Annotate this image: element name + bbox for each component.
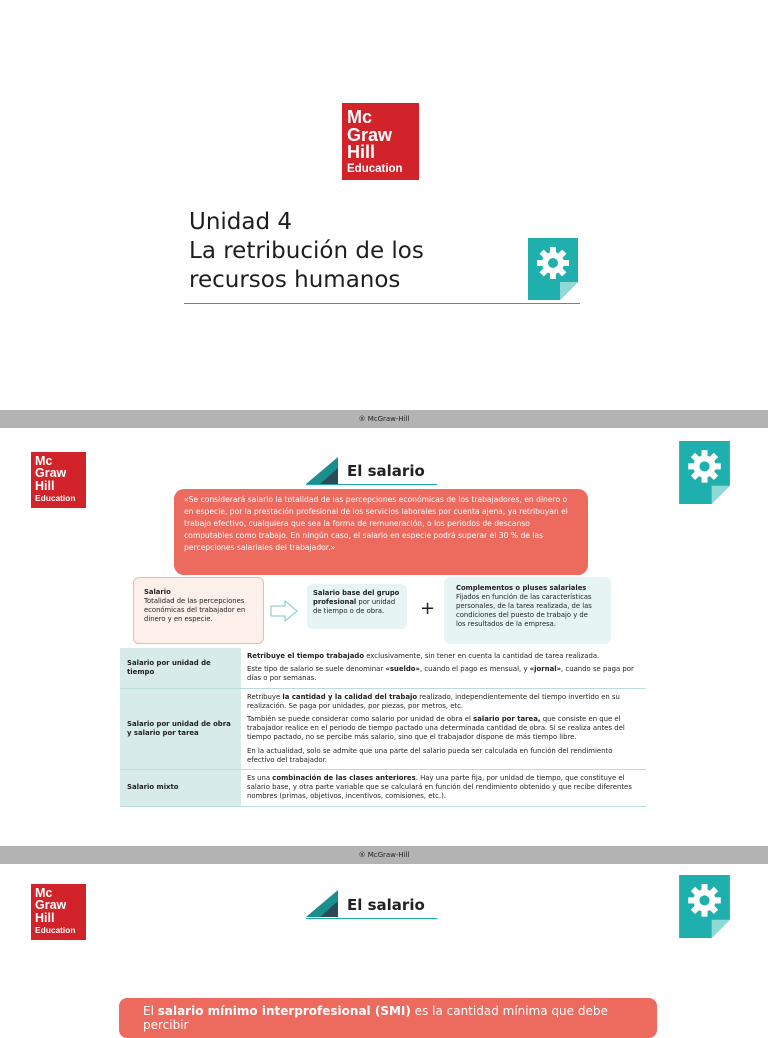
row-key: Salario por unidad de tiempo: [120, 648, 241, 688]
arrow-right-icon: [270, 600, 298, 622]
gear-document-icon: [528, 238, 578, 300]
complementos-box: Complementos o pluses salariales Fijados en función de las características personales, de la tarea realizada, de las condiciones del puesto de trabajo y de los resultados de la empresa.: [444, 577, 611, 644]
footer-bar: [0, 846, 768, 864]
salario-base-box: Salario base del grupo profesional por unidad de tiempo o de obra.: [307, 584, 407, 629]
gear-document-icon: [679, 875, 730, 938]
heading-triangle-icon: [306, 457, 338, 484]
table-row: [120, 688, 646, 769]
heading-underline: [306, 484, 437, 485]
legal-definition-quote: «Se considerará salario la totalidad de las percepciones económicas de los trabajadores, en dinero o en especie, por la prestación profesional de los servicios laborales por cuenta ajena, ya retribuyan el trabajo efectivo, cualquiera que sea la forma de remuneración, o los periodos de descanso computables como trabajo. En ningún caso, el salario en especie podrá superar el 30 % de las percepciones salariales del trabajador.»: [174, 489, 588, 575]
salario-box: Salario Totalidad de las percepciones económicas del trabajador en dinero y en especie.: [133, 577, 264, 644]
row-value: Retribuye el tiempo trabajado exclusivamente, sin tener en cuenta la cantidad de tarea realizada. Este tipo de salario se suele denominar «sueldo», cuando el pago es mensual, y «jornal», cuando se paga por días o por semanas.: [241, 648, 646, 688]
smi-definition-banner: El salario mínimo interprofesional (SMI) es la cantidad mínima que debe percibir: [119, 998, 657, 1038]
salary-types-table: [120, 648, 646, 807]
mcgraw-hill-logo: Mc Graw Hill Education: [31, 452, 86, 508]
unit-name-line2: recursos humanos: [189, 267, 401, 293]
row-value: Es una combinación de las clases anteriores. Hay una parte fija, por unidad de tiempo, que constituye el salario base, y otra parte variable que se calculará en función del rendimiento obtenido y que recibe diferentes nombres (primas, objetivos, incentivos, comisiones, etc.).: [241, 770, 646, 807]
title-underline: [184, 303, 580, 304]
section-heading: El salario: [347, 462, 425, 480]
table-row: [120, 770, 646, 807]
slide-title: [0, 0, 768, 410]
footer-bar: [0, 410, 768, 428]
unit-number: Unidad 4: [189, 209, 293, 235]
heading-underline: [306, 918, 437, 919]
unit-name-line1: La retribución de los: [189, 238, 424, 264]
table-row: [120, 648, 646, 688]
plus-sign: +: [420, 598, 436, 619]
gear-document-icon: [679, 441, 730, 504]
copyright-text: ® McGraw-Hill: [358, 851, 410, 859]
heading-triangle-icon: [306, 890, 338, 917]
row-key: Salario por unidad de obra y salario por tarea: [120, 688, 241, 769]
section-heading: El salario: [347, 896, 425, 914]
row-key: Salario mixto: [120, 770, 241, 807]
row-value: Retribuye la cantidad y la calidad del trabajo realizado, independientemente del tiempo invertido en su realización. Se paga por unidades, por piezas, por metros, etc. También se puede considerar como salario por unidad de obra el salario por tarea, que consiste en que el trabajador realice en el periodo de tiempo pactado una determinada cantidad de obra. Si se realiza antes del tiempo pactado, no se percibe más salario, sino que el trabajador dispone de más tiempo libre. En la actualidad, solo se admite que una parte del salario pueda ser calculada en función del rendimiento efectivo del trabajador.: [241, 688, 646, 769]
mcgraw-hill-logo: Mc Graw Hill Education: [342, 103, 419, 180]
mcgraw-hill-logo: Mc Graw Hill Education: [31, 884, 86, 940]
unit-title: [189, 208, 424, 295]
copyright-text: ® McGraw-Hill: [358, 415, 410, 423]
